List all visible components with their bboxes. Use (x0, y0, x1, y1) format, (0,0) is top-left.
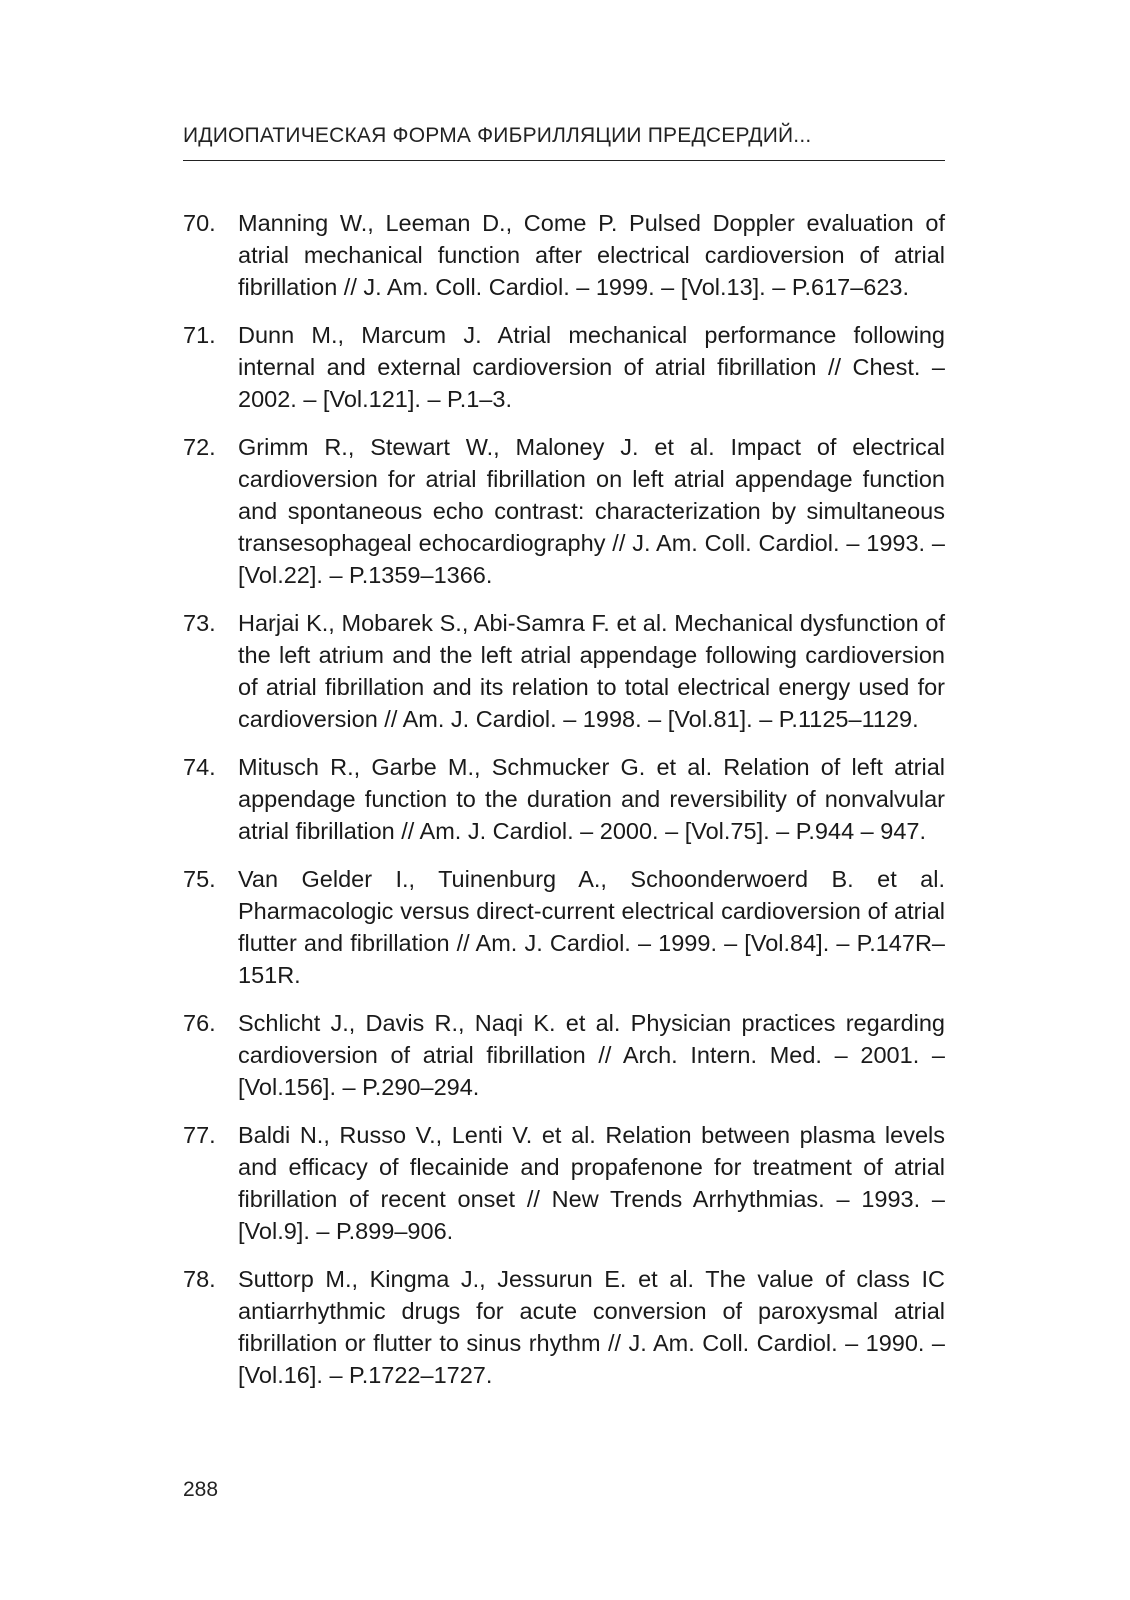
reference-number: 70. (183, 210, 216, 236)
reference-number: 77. (183, 1122, 216, 1148)
reference-number: 73. (183, 610, 216, 636)
reference-text: Manning W., Leeman D., Come P. Pulsed Doppler evaluation of atrial mechanical function after electrical cardioversion of atrial fibrillation // J. Am. Coll. Cardiol. – 1999. – [Vol.13]. – P.617–623. (238, 210, 945, 300)
reference-number: 72. (183, 434, 216, 460)
reference-text: Van Gelder I., Tuinenburg A., Schoonderwoerd B. et al. Pharmacologic versus direct-current electrical cardioversion of atrial flutter and fibrillation // Am. J. Cardiol. – 1999. – [Vol.84]. – P.147R–151R. (238, 866, 945, 988)
reference-item-76 (183, 1007, 945, 1103)
header-rule (183, 160, 945, 161)
reference-number: 71. (183, 322, 216, 348)
reference-item-75 (183, 863, 945, 991)
reference-item-78 (183, 1263, 945, 1391)
reference-item-77 (183, 1119, 945, 1247)
reference-number: 76. (183, 1010, 216, 1036)
reference-number: 75. (183, 866, 216, 892)
reference-number: 78. (183, 1266, 216, 1292)
running-header: ИДИОПАТИЧЕСКАЯ ФОРМА ФИБРИЛЛЯЦИИ ПРЕДСЕРДИЙ... (183, 124, 812, 147)
reference-item-71 (183, 319, 945, 415)
reference-text: Grimm R., Stewart W., Maloney J. et al. Impact of electrical cardioversion for atrial fibrillation on left atrial appendage function and spontaneous echo contrast: characterization by simultaneous transesophageal echocardiography // J. Am. Coll. Cardiol. – 1993. – [Vol.22]. – P.1359–1366. (238, 434, 945, 588)
reference-text: Mitusch R., Garbe M., Schmucker G. et al. Relation of left atrial appendage function to the duration and reversibility of nonvalvular atrial fibrillation // Am. J. Cardiol. – 2000. – [Vol.75]. – P.944 – 947. (238, 754, 945, 844)
reference-text: Schlicht J., Davis R., Naqi K. et al. Physician practices regarding cardioversion of atrial fibrillation // Arch. Intern. Med. – 2001. – [Vol.156]. – P.290–294. (238, 1010, 945, 1100)
reference-text: Dunn M., Marcum J. Atrial mechanical performance following internal and external cardioversion of atrial fibrillation // Chest. – 2002. – [Vol.121]. – P.1–3. (238, 322, 945, 412)
page-number: 288 (183, 1478, 219, 1501)
reference-item-74 (183, 751, 945, 847)
reference-text: Suttorp M., Kingma J., Jessurun E. et al. The value of class IC antiarrhythmic drugs for acute conversion of paroxysmal atrial fibrillation or flutter to sinus rhythm // J. Am. Coll. Cardiol. – 1990. – [Vol.16]. – P.1722–1727. (238, 1266, 945, 1388)
reference-number: 74. (183, 754, 216, 780)
reference-text: Harjai K., Mobarek S., Abi-Samra F. et al. Mechanical dysfunction of the left atrium and the left atrial appendage following cardioversion of atrial fibrillation and its relation to total electrical energy used for cardioversion // Am. J. Cardiol. – 1998. – [Vol.81]. – P.1125–1129. (238, 610, 945, 732)
reference-list (183, 207, 945, 1407)
reference-text: Baldi N., Russo V., Lenti V. et al. Relation between plasma levels and efficacy of flecainide and propafenone for treatment of atrial fibrillation of recent onset // New Trends Arrhythmias. – 1993. – [Vol.9]. – P.899–906. (238, 1122, 945, 1244)
reference-item-72 (183, 431, 945, 591)
reference-item-73 (183, 607, 945, 735)
reference-item-70 (183, 207, 945, 303)
